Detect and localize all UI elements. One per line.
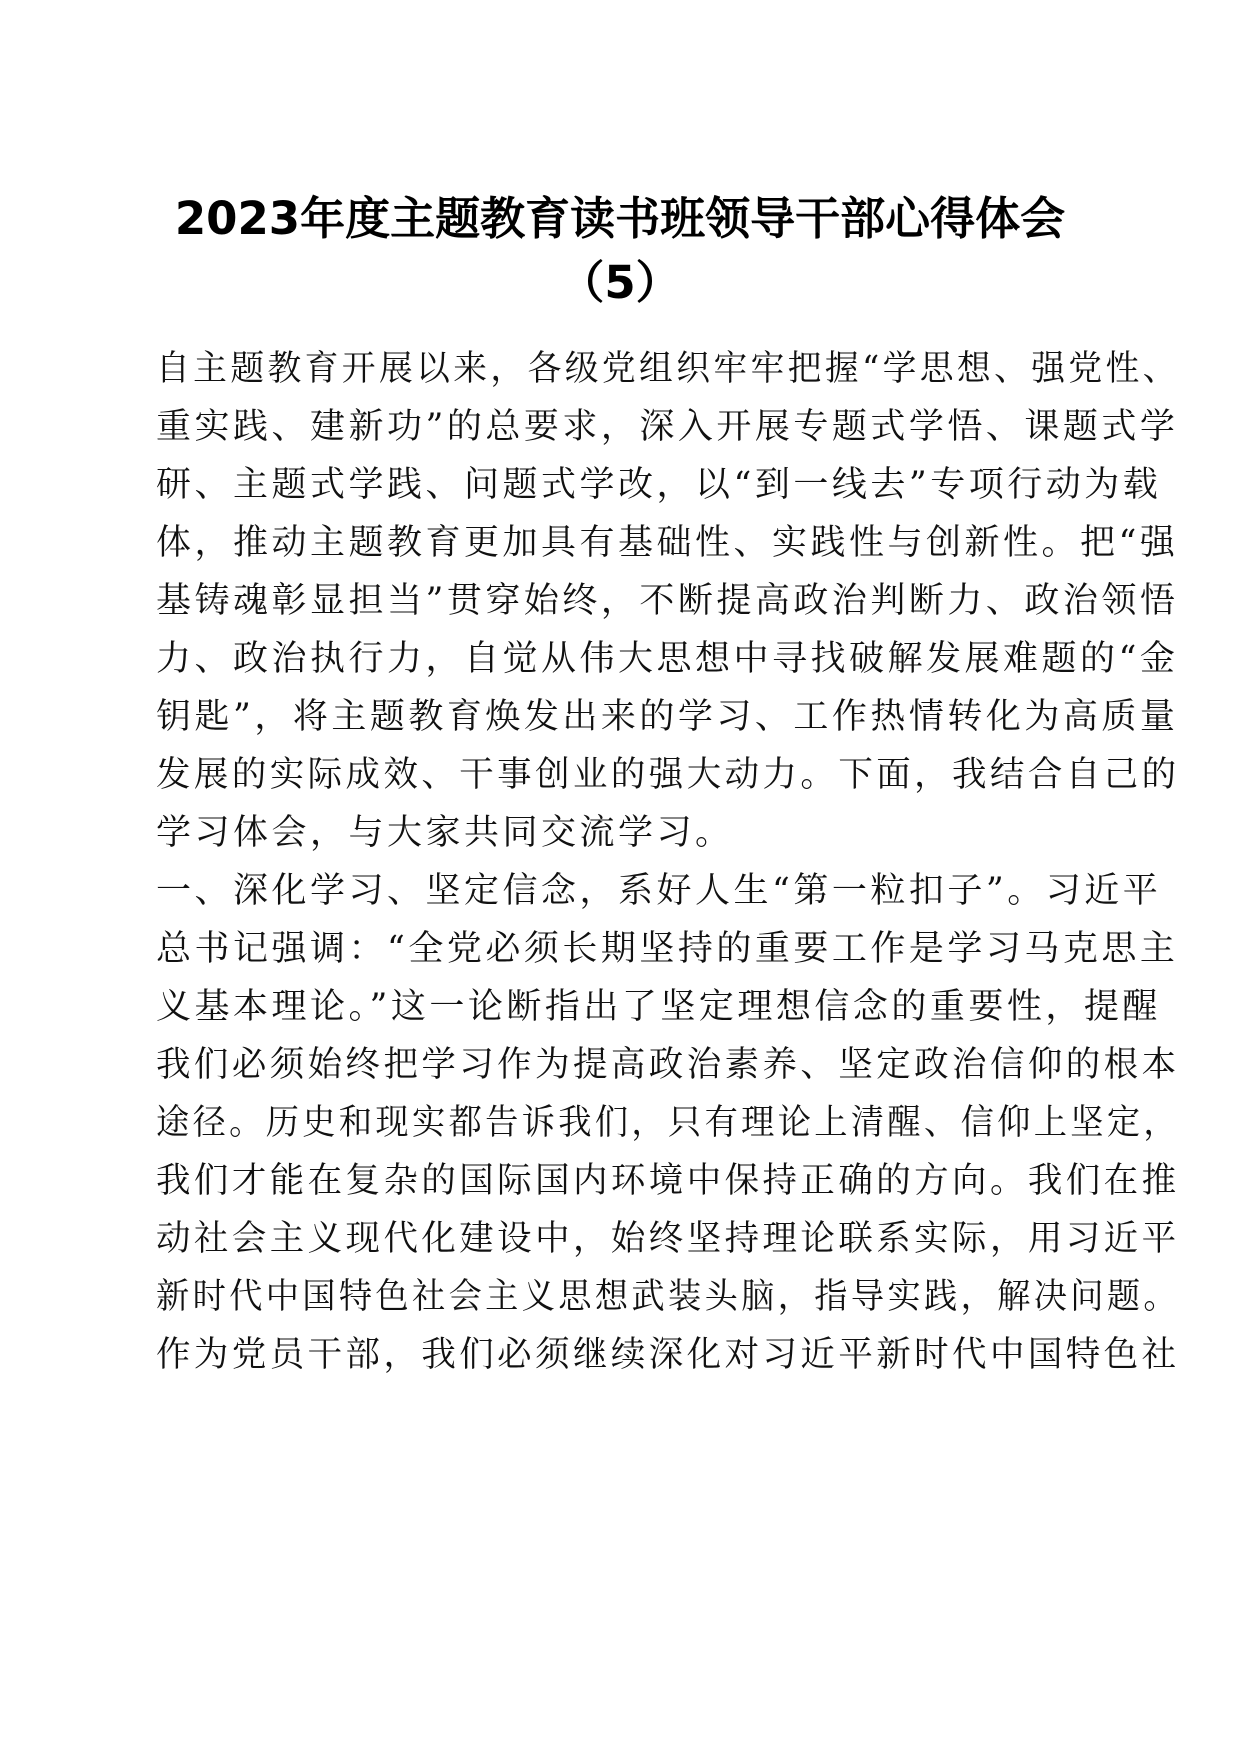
body-line: 我们必须始终把学习作为提高政治素养、坚定政治信仰的根本 [156,1045,1180,1085]
body-line: 体，推动主题教育更加具有基础性、实践性与创新性。把“强 [156,523,1179,563]
body-line: 钥匙”，将主题教育焕发出来的学习、工作热情转化为高质量 [156,697,1179,737]
body-line: 新时代中国特色社会主义思想武装头脑，指导实践，解决问题。 [156,1277,1181,1317]
body-line: 总书记强调：“全党必须长期坚持的重要工作是学习马克思主 [156,929,1179,969]
body-line: 研、主题式学践、问题式学改，以“到一线去”专项行动为载 [156,465,1162,505]
body-line: 学习体会，与大家共同交流学习。 [156,813,734,853]
document-title: 2023年度主题教育读书班领导干部心得体会 [174,192,1066,245]
body-line: 重实践、建新功”的总要求，深入开展专题式学悟、课题式学 [156,407,1179,447]
body-line: 发展的实际成效、干事创业的强大动力。下面，我结合自己的 [156,755,1180,795]
section-heading-line: 一、深化学习、坚定信念，系好人生“第一粒扣子”。习近平 [156,871,1162,911]
document-title-number: （5） [559,256,681,309]
body-line: 义基本理论。”这一论断指出了坚定理想信念的重要性，提醒 [156,987,1161,1027]
body-line: 作为党员干部，我们必须继续深化对习近平新时代中国特色社 [156,1335,1180,1375]
body-line: 我们才能在复杂的国际国内环境中保持正确的方向。我们在推 [156,1161,1180,1201]
body-line: 自主题教育开展以来，各级党组织牢牢把握“学思想、强党性、 [156,349,1180,389]
body-line: 力、政治执行力，自觉从伟大思想中寻找破解发展难题的“金 [156,639,1179,679]
body-line: 基铸魂彰显担当”贯穿始终，不断提高政治判断力、政治领悟 [156,581,1179,621]
body-line: 途径。历史和现实都告诉我们，只有理论上清醒、信仰上坚定， [156,1103,1181,1143]
body-line: 动社会主义现代化建设中，始终坚持理论联系实际，用习近平 [156,1219,1180,1259]
